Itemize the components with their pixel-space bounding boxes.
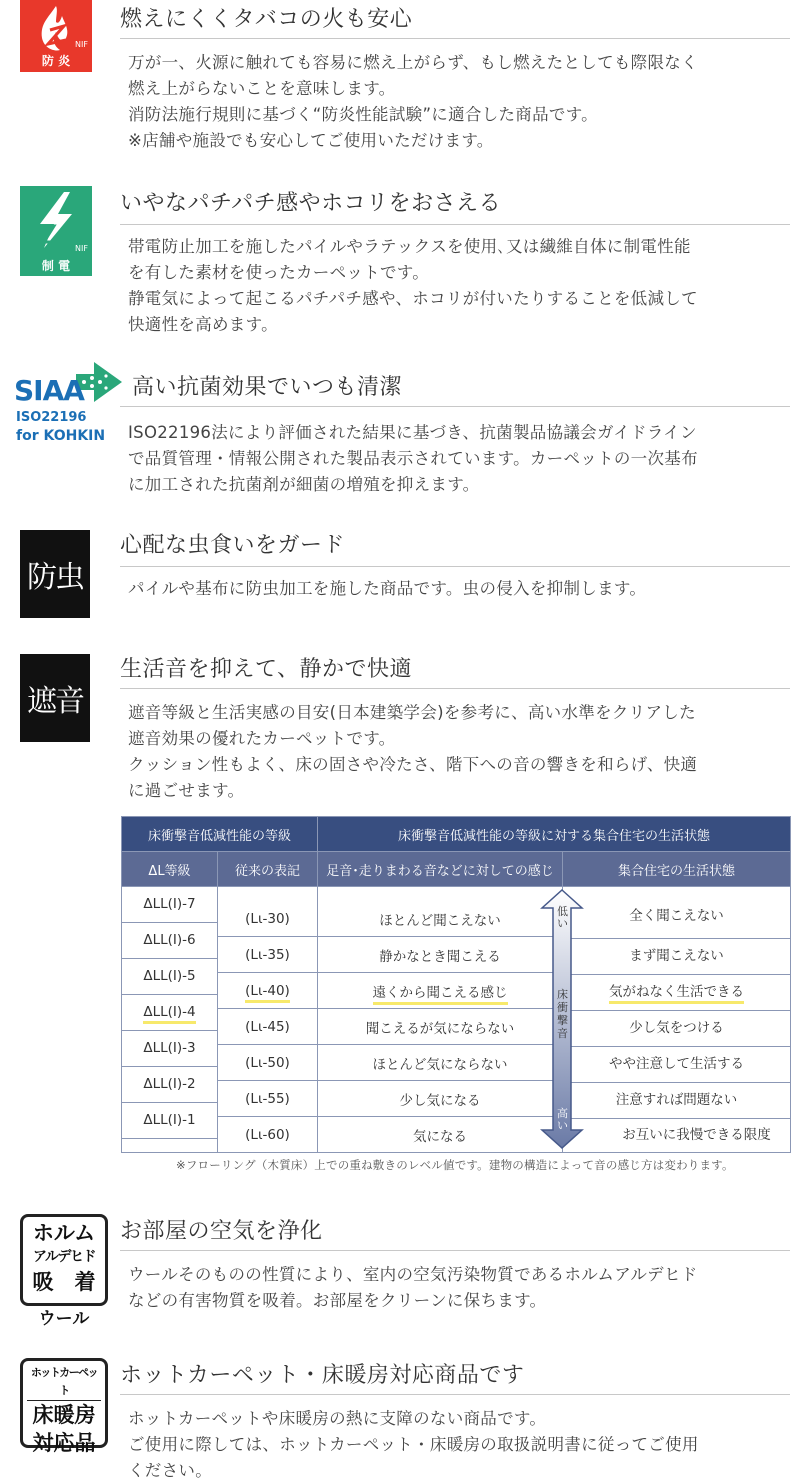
icon-caption: 制 電 (41, 259, 71, 273)
title-divider (120, 38, 790, 39)
dl-grade: ΔLL(I)-1 (122, 1103, 217, 1139)
section-body (128, 576, 792, 602)
arrow-label-impact: 床衝撃音 (557, 988, 568, 1040)
body-line: ください。 (128, 1461, 212, 1480)
nif-mark: NIF (75, 40, 88, 49)
title-divider (120, 1250, 790, 1251)
body-line: 燃え上がらないことを意味します。 (128, 79, 396, 98)
section-body (128, 700, 792, 804)
body-line: に過ごせます。 (128, 781, 245, 800)
hot-carpet-floor-heating-icon (20, 1358, 108, 1455)
nif-mark: NIF (75, 244, 88, 253)
feel-cell: 少し気になる (318, 1081, 563, 1117)
col-header-dl: ΔL等級 (122, 852, 218, 887)
old-rating: (Lι-45) (218, 1009, 318, 1045)
life-column (563, 887, 791, 1153)
body-line: ※店舗や施設でも安心してご使用いただけます。 (128, 131, 494, 150)
dl-grade: ΔLL(I)-6 (122, 923, 217, 959)
body-line: ホットカーペットや床暖房の熱に支障のない商品です。 (128, 1409, 547, 1428)
old-rating: (Lι-40) (218, 973, 318, 1009)
body-line: ISO22196法により評価された結果に基づき、抗菌製品協議会ガイドライン (128, 423, 697, 442)
section-title: 生活音を抑えて、静かで快適 (120, 657, 413, 682)
arrow-label-high: 高い (557, 1107, 568, 1132)
dl-grade: ΔLL(I)-5 (122, 959, 217, 995)
feel-cell: 遠くから聞こえる感じ (318, 973, 563, 1009)
life-cell: お互いに我慢できる限度 (622, 1127, 771, 1143)
title-divider (120, 566, 790, 567)
section-body (128, 50, 792, 154)
life-cell: まず聞こえない (563, 939, 790, 975)
siaa-kohkin-text: for KOHKIN (16, 428, 106, 444)
dl-grade-highlighted: ΔLL(I)-4 (122, 995, 217, 1031)
fire-retardant-nif-icon (20, 0, 92, 72)
icon-text: アルデヒド (33, 1249, 95, 1265)
table-header-life-status: 床衝撃音低減性能の等級に対する集合住宅の生活状態 (318, 817, 791, 852)
siaa-logo-text: SIAA (14, 374, 84, 407)
body-line: 遮音効果の優れたカーペットです。 (128, 729, 396, 748)
section-body (128, 420, 792, 498)
life-cell: 注意すれば問題ない (563, 1083, 790, 1119)
feel-cell: ほとんど気にならない (318, 1045, 563, 1081)
life-cell: 少し気をつける (563, 1011, 790, 1047)
life-cell: 全く聞こえない (563, 887, 790, 939)
table-footnote: ※フローリング（木質床）上での重ね敷きのレベル値です。建物の構造によって音の感じ方は変わります。 (176, 1158, 734, 1172)
icon-text: ホットカーペット (27, 1364, 101, 1401)
dl-grade: ΔLL(I)-3 (122, 1031, 217, 1067)
section-title: 心配な虫食いをガード (120, 533, 346, 558)
dl-grade: ΔLL(I)-2 (122, 1067, 217, 1103)
life-cell: やや注意して生活する (563, 1047, 790, 1083)
body-line: パイルや基布に防虫加工を施した商品です。虫の侵入を抑制します。 (128, 579, 647, 598)
impact-sound-arrow (539, 888, 585, 1150)
old-rating: (Lι-60) (218, 1117, 318, 1153)
old-rating: (Lι-55) (218, 1081, 318, 1117)
body-line: ウールそのものの性質により、室内の空気汚染物質であるホルムアルデヒド (128, 1265, 698, 1284)
col-header-old: 従来の表記 (218, 852, 318, 887)
title-divider (120, 224, 790, 225)
old-rating: (Lι-35) (218, 937, 318, 973)
body-line: 静電気によって起こるパチパチ感や、ホコリが付いたりすることを低減して (128, 289, 698, 308)
formaldehyde-absorb-wool-icon (20, 1214, 108, 1306)
title-divider (120, 688, 790, 689)
feel-cell: 聞こえるが気にならない (318, 1009, 563, 1045)
siaa-antibacterial-icon (14, 362, 124, 452)
title-divider (120, 406, 790, 407)
body-line: 帯電防止加工を施したパイルやラテックスを使用､又は繊維自体に制電性能 (128, 237, 691, 256)
section-body (128, 1406, 792, 1484)
old-rating: (Lι-30) (218, 887, 318, 937)
feel-cell: 静かなとき聞こえる (318, 937, 563, 973)
body-line: クッション性もよく、床の固さや冷たさ、階下への音の響きを和らげ、快適 (128, 755, 698, 774)
antistatic-nif-icon (20, 186, 92, 276)
body-line: に加工された抗菌剤が細菌の増殖を抑えます。 (128, 475, 480, 494)
dl-grade-column (122, 887, 218, 1153)
col-header-feel: 足音･走りまわる音などに対しての感じ (318, 852, 563, 887)
table-row (122, 887, 791, 937)
body-line: で品質管理・情報公開された製品表示されています。カーペットの一次基布 (128, 449, 698, 468)
arrow-label-low: 低い (557, 905, 568, 930)
body-line: ご使用に際しては、ホットカーペット・床暖房の取扱説明書に従ってご使用 (128, 1435, 699, 1454)
section-title: お部屋の空気を浄化 (120, 1219, 323, 1244)
icon-caption: 防 炎 (41, 54, 71, 68)
insect-proof-icon: 防虫 (20, 530, 90, 618)
siaa-iso-text: ISO22196 (16, 410, 87, 425)
section-title: いやなパチパチ感やホコリをおさえる (120, 191, 502, 216)
sound-insulation-table (121, 816, 791, 1153)
table-header-grade: 床衝撃音低減性能の等級 (122, 817, 318, 852)
body-line: 遮音等級と生活実感の目安(日本建築学会)を参考に、高い水準をクリアした (128, 703, 696, 722)
old-rating: (Lι-50) (218, 1045, 318, 1081)
body-line: を有した素材を使ったカーペットです。 (128, 263, 430, 282)
icon-text: 吸 着 (32, 1270, 96, 1294)
body-line: などの有害物質を吸着。お部屋をクリーンに保ちます。 (128, 1291, 547, 1310)
col-header-life: 集合住宅の生活状態 (563, 852, 791, 887)
section-body (128, 234, 792, 338)
feel-cell: 気になる (318, 1117, 563, 1153)
life-cell-highlighted: 気がねなく生活できる (563, 975, 790, 1011)
section-title: 燃えにくくタバコの火も安心 (120, 7, 413, 32)
section-title: ホットカーペット・床暖房対応商品です (120, 1363, 525, 1388)
title-divider (120, 1394, 790, 1395)
body-line: 万が一、火源に触れても容易に燃え上がらず、もし燃えたとしても際限なく (128, 53, 698, 72)
body-line: 快適性を高めます。 (128, 315, 278, 334)
icon-text: ホルム (32, 1221, 96, 1245)
section-body (128, 1262, 792, 1314)
icon-text: 床暖房 (32, 1403, 96, 1427)
feel-cell: ほとんど聞こえない (318, 887, 563, 937)
section-title: 高い抗菌効果でいつも清潔 (132, 375, 403, 400)
body-line: 消防法施行規則に基づく“防炎性能試験”に適合した商品です。 (128, 105, 598, 124)
dl-grade: ΔLL(I)-7 (122, 887, 217, 923)
icon-text: 対応品 (32, 1431, 96, 1455)
sound-insulation-icon: 遮音 (20, 654, 90, 742)
wool-label: ウール (38, 1309, 90, 1329)
